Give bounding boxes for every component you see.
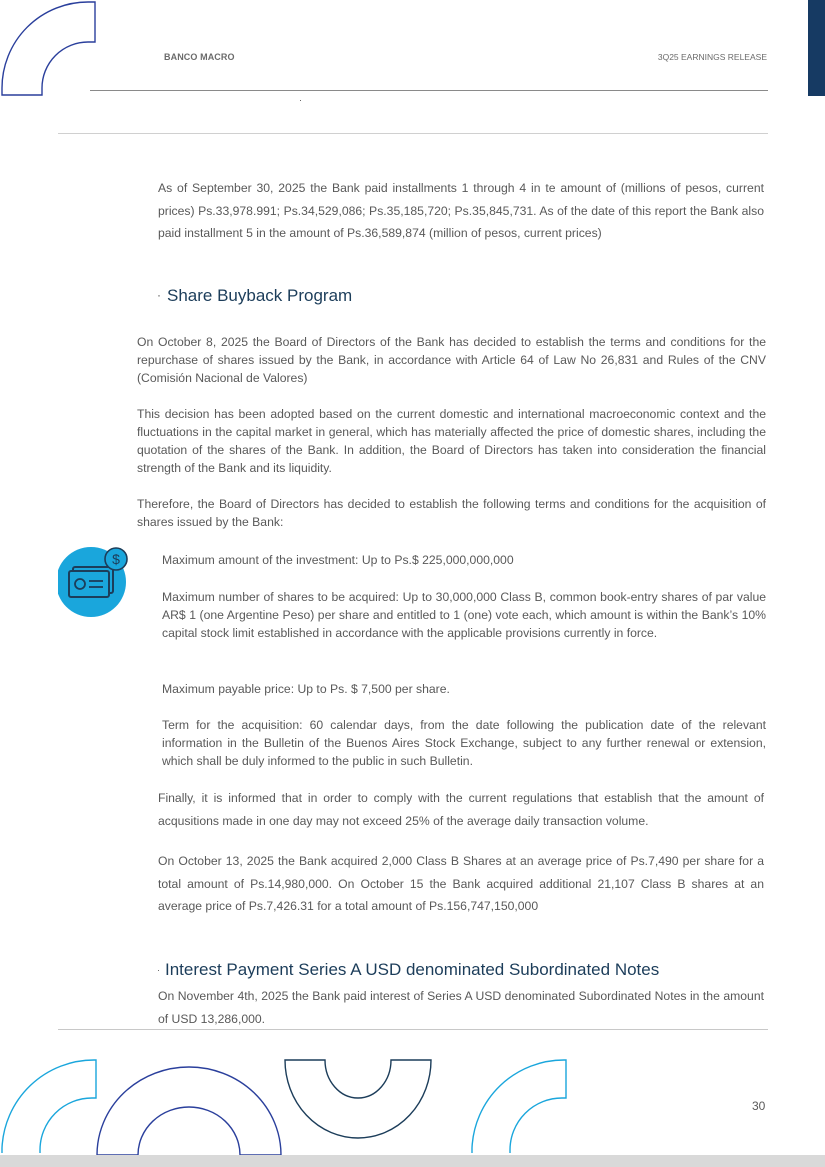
buyback-paragraph-2: This decision has been adopted based on the current domestic and international macroeconomic context and the fluctuations in the capital market in general, which has materially affected the price of domestic shares, including the quotation of the shares of the Bank. In addition, the Board of Directors has taken into consideration the financial strength of the Bank and its liquidity.	[137, 407, 766, 475]
interest-paragraph: On November 4th, 2025 the Bank paid interest of Series A USD denominated Subordinated Notes in the amount of USD 13,286,000.	[158, 989, 764, 1026]
header-divider	[90, 90, 768, 91]
term-acquisition-period: Term for the acquisition: 60 calendar days, from the date following the publication date of the relevant information in the Bulletin of the Buenos Aires Stock Exchange, subject to any further renewal or extension, which shall be duly informed to the public in such Bulletin.	[162, 718, 766, 768]
header-report-title: 3Q25 EARNINGS RELEASE	[657, 52, 767, 62]
section-title-text: Interest Payment Series A USD denominated Subordinated Notes	[165, 960, 660, 979]
section-title-share-buyback	[157, 286, 352, 306]
installments-paragraph: As of September 30, 2025 the Bank paid installments 1 through 4 in te amount of (millions of pesos, current prices) Ps.33,978.991; Ps.34,529,086; Ps.35,185,720; Ps.35,845,731. As of the date of this report the Bank also paid installment 5 in the amount of Ps.36,589,874 (million of pesos, current prices)	[158, 181, 764, 240]
term-maximum-shares: Maximum number of shares to be acquired: Up to 30,000,000 Class B, common book-entry shares of par value AR$ 1 (one Argentine Peso) per share and entitled to 1 (one) vote each, which amount is within the Bank’s 10% capital stock limit established in accordance with the applicable provisions currently in force.	[162, 590, 766, 640]
section-divider	[58, 133, 768, 134]
decorative-footer-arcs	[0, 1058, 600, 1158]
title-bullet: ·	[157, 965, 160, 975]
money-bill-icon	[58, 546, 130, 618]
header-mark	[300, 100, 301, 101]
bottom-bar	[0, 1155, 825, 1167]
decorative-arc-top-left	[0, 0, 100, 100]
section-title-interest-payment	[157, 960, 659, 980]
buyback-paragraph-4: Finally, it is informed that in order to comply with the current regulations that establish that the amount of acqusitions made in one day may not exceed 25% of the average daily transaction volume.	[158, 791, 764, 828]
page-number: 30	[752, 1099, 766, 1113]
buyback-paragraph-1: On October 8, 2025 the Board of Directors of the Bank has decided to establish the terms and conditions for the repurchase of shares issued by the Bank, in accordance with Article 64 of Law No 26,831 and Rules of the CNV (Comisión Nacional de Valores)	[137, 335, 766, 385]
term-maximum-price: Maximum payable price: Up to Ps. $ 7,500 per share.	[162, 682, 450, 696]
buyback-paragraph-3: Therefore, the Board of Directors has decided to establish the following terms and conditions for the acquisition of shares issued by the Bank:	[137, 497, 766, 529]
section-title-text: Share Buyback Program	[167, 286, 353, 305]
dollar-symbol: $	[112, 551, 120, 567]
title-bullet: ·	[157, 288, 161, 302]
buyback-paragraph-5: On October 13, 2025 the Bank acquired 2,000 Class B Shares at an average price of Ps.7,490 per share for a total amount of Ps.14,980,000. On October 15 the Bank acquired additional 21,107 Class B shares at an average price of Ps.7,426.31 for a total amount of Ps.156,747,150,000	[158, 854, 764, 913]
header-company: BANCO MACRO	[164, 52, 235, 62]
term-maximum-amount: Maximum amount of the investment: Up to Ps.$ 225,000,000,000	[162, 553, 514, 567]
footer-divider	[58, 1029, 768, 1030]
corner-tab	[808, 0, 825, 96]
